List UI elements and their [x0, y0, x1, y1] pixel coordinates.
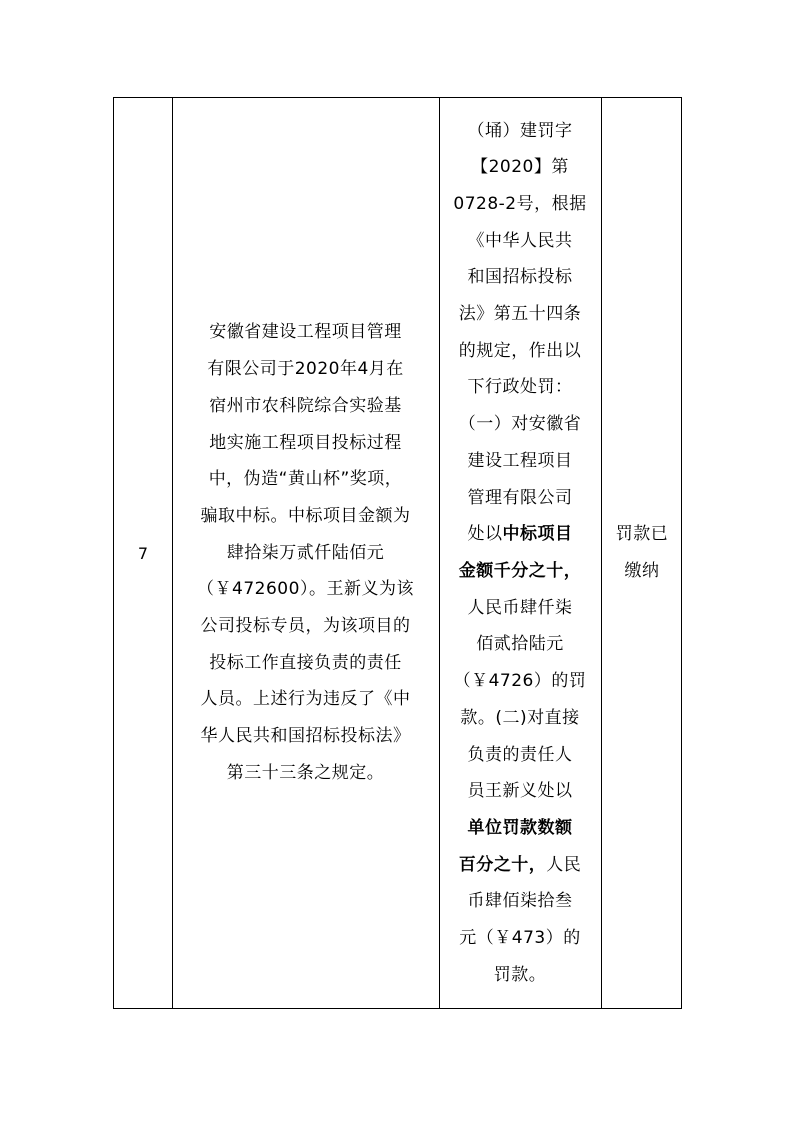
decision-line — [453, 737, 586, 774]
row-number-cell — [114, 98, 172, 1008]
decision-text: 【2020】第 — [471, 157, 569, 178]
fact-line: 肆拾柒万贰仟陆佰元 — [226, 542, 385, 563]
decision-emphasis: 金额千分之十， — [458, 561, 582, 581]
fact-line: 人员。上述行为违反了《中 — [200, 689, 411, 710]
decision-line — [453, 883, 586, 920]
decision-text: 处以 — [467, 524, 503, 545]
decision-line — [453, 223, 586, 260]
fact-line: 中，伪造“黄山杯”奖项， — [208, 469, 403, 490]
decision-text: 0728-2号，根据 — [453, 193, 587, 214]
decision-line — [453, 406, 586, 443]
decision-line — [453, 296, 586, 333]
decision-text: 下行政处罚： — [467, 377, 573, 398]
decision-line — [453, 553, 586, 590]
decision-line — [453, 700, 586, 737]
violation-facts-cell — [172, 98, 439, 1008]
decision-text: 法》第五十四条 — [458, 304, 582, 325]
decision-line — [453, 186, 586, 223]
fact-line: 地实施工程项目投标过程 — [209, 432, 402, 453]
decision-emphasis: 百分之十， — [458, 854, 547, 875]
decision-line — [453, 259, 586, 296]
decision-emphasis: 单位罚款数额 — [467, 817, 573, 838]
decision-text: （一）对安徽省 — [458, 414, 582, 435]
decision-text: 人民币肆仟柒 — [467, 597, 573, 618]
decision-text: 佰贰拾陆元 — [476, 634, 564, 655]
fact-line: 第三十三条之规定。 — [226, 762, 385, 783]
decision-text: 人民 — [546, 854, 582, 875]
decision-text: 元（￥473）的 — [459, 928, 581, 949]
fact-line: 公司投标专员，为该项目的 — [200, 616, 411, 637]
fact-line: 宿州市农科院综合实验基 — [209, 395, 402, 416]
decision-line — [453, 847, 586, 884]
decision-text: 款。(二)对直接 — [460, 707, 580, 728]
decision-line — [453, 113, 586, 150]
decision-text: （埇）建罚字 — [467, 120, 573, 141]
fact-line: 安徽省建设工程项目管理 — [209, 322, 402, 343]
penalty-table — [113, 97, 682, 1009]
fact-line: 华人民共和国招标投标法》 — [200, 726, 411, 747]
status-line: 罚款已 — [615, 524, 669, 545]
decision-line — [453, 516, 586, 553]
row-number: 7 — [137, 543, 149, 563]
decision-text: 建设工程项目 — [467, 450, 573, 471]
decision-line — [453, 333, 586, 370]
decision-text: 员王新义处以 — [467, 781, 573, 802]
decision-text: （￥4726）的罚 — [453, 671, 587, 692]
fact-line: 有限公司于2020年4月在 — [207, 359, 404, 380]
decision-line — [453, 626, 586, 663]
decision-line — [453, 590, 586, 627]
decision-text: 和国招标投标 — [467, 267, 573, 288]
decision-text: 管理有限公司 — [467, 487, 573, 508]
decision-line — [453, 957, 586, 994]
violation-facts-text — [197, 314, 414, 791]
execution-status-cell — [601, 98, 683, 1008]
decision-line — [453, 663, 586, 700]
penalty-decision-text — [453, 113, 586, 994]
execution-status-text — [616, 516, 669, 589]
decision-line — [453, 480, 586, 517]
decision-line — [453, 443, 586, 480]
fact-line: 骗取中标。中标项目金额为 — [200, 505, 411, 526]
decision-text: 币肆佰柒拾叁 — [467, 891, 573, 912]
decision-text: 罚款。 — [493, 964, 547, 985]
decision-line — [453, 773, 586, 810]
decision-line — [453, 810, 586, 847]
status-line: 缴纳 — [624, 561, 660, 581]
decision-text: 负责的责任人 — [467, 744, 573, 765]
decision-line — [453, 149, 586, 186]
decision-emphasis: 中标项目 — [502, 524, 573, 545]
decision-text: 《中华人民共 — [467, 230, 573, 251]
penalty-decision-cell — [439, 98, 601, 1008]
decision-text: 的规定，作出以 — [458, 340, 582, 361]
fact-line: 投标工作直接负责的责任 — [209, 652, 402, 673]
fact-line: （￥472600）。王新义为该 — [197, 579, 414, 600]
decision-line — [453, 369, 586, 406]
decision-line — [453, 920, 586, 957]
